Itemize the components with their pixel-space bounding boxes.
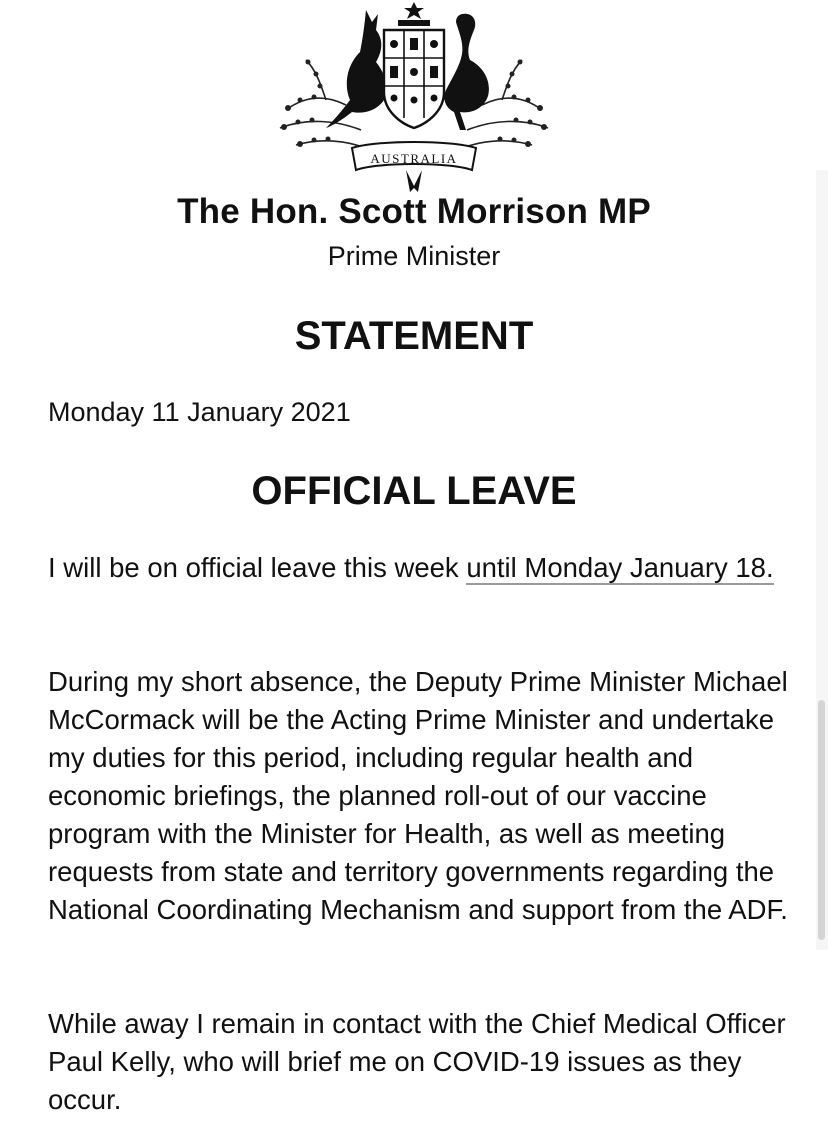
document-type-title: STATEMENT xyxy=(294,314,534,358)
minister-name: The Hon. Scott Morrison MP xyxy=(177,192,651,231)
australian-coat-of-arms-icon xyxy=(266,0,562,196)
svg-text:AUSTRALIA: AUSTRALIA xyxy=(370,151,458,166)
paragraph-contact: While away I remain in contact with the Chief Medical Officer Paul Kelly, who will brief me on COVID-19 issues as they occur. xyxy=(48,1008,786,1115)
statement-heading: OFFICIAL LEAVE xyxy=(251,469,577,513)
paragraph-acting-pm: During my short absence, the Deputy Prime Minister Michael McCormack will be the Acting Prime Minister and undertake my duties for this period, including regular health and economic briefings, the planned roll-out of our vaccine program with the Minister for Health, as well as meeting requests from state and territory governments regarding the National Coordinating Mechanism and support from the ADF. xyxy=(48,666,788,925)
statement-date: Monday 11 January 2021 xyxy=(48,397,351,427)
minister-role: Prime Minister xyxy=(327,241,501,271)
scrollbar-thumb[interactable] xyxy=(818,700,825,940)
paragraph-leave-dates xyxy=(48,549,788,587)
paragraph-leave-text: I will be on official leave this week xyxy=(48,552,467,583)
leave-end-date-link[interactable]: until Monday January 18. xyxy=(466,552,774,583)
